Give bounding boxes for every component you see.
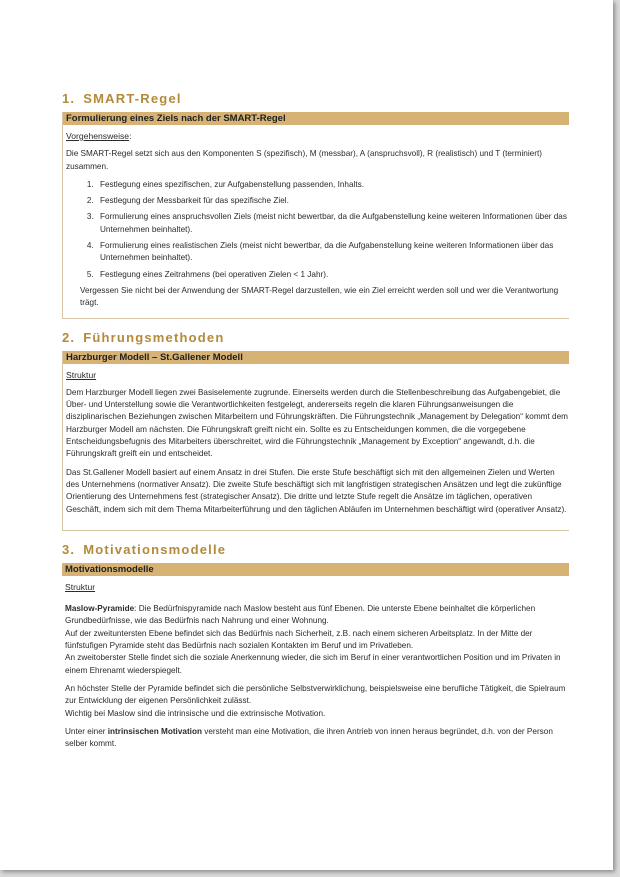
subheading: Struktur xyxy=(66,369,97,380)
section-title-fuehrung xyxy=(62,329,569,347)
text-run: versteht man eine Motivation, die ihren Antrieb von innen heraus begründet, d.h. von der Person selber kommt. xyxy=(65,726,553,749)
section-title-text: SMART-Regel xyxy=(83,91,182,106)
text-run: Auf der zweituntersten Ebene befindet sich das Bedürfnis nach Sicherheit, z.B. nach einem sicheren Arbeitsplatz. In der Mitte der fünfstufigen Pyramide steht das Bedürfnis nach sozialen Kontakten im Beruf und im Privatleben. xyxy=(65,628,533,651)
text-run: An zweitoberster Stelle findet sich die soziale Anerkennung wieder, die sich im Beruf in einer verantwortlichen Position und im Privaten in einem Ehrenamt wiederspiegelt. xyxy=(65,653,561,675)
subheading: Struktur xyxy=(65,581,96,592)
section-title-text: Führungsmethoden xyxy=(83,329,225,345)
text-run: Unter einer xyxy=(65,726,108,736)
subheading-colon: : xyxy=(129,131,132,141)
paragraph xyxy=(65,603,569,677)
paragraph: Die SMART-Regel setzt sich aus den Komponenten S (spezifisch), M (messbar), A (anspruchsvoll), R (realistisch) und T (terminiert) zusammen. xyxy=(66,149,542,171)
section-bar: Harzburger Modell – St.Gallener Modell xyxy=(63,351,569,364)
bold-term: intrinsischen Motivation xyxy=(107,726,202,736)
list-item: 4. Formulierung eines realistischen Ziels (meist nicht bewertbar, da die Aufgabenstellung keine weiteren Informationen über das Unternehmen beinhaltet). xyxy=(96,240,569,265)
smart-steps-list xyxy=(66,179,569,281)
section-title-smart xyxy=(62,90,569,108)
section-bar: Formulierung eines Ziels nach der SMART-Regel xyxy=(63,112,569,125)
section-box-fuehrung xyxy=(62,351,569,531)
list-item: 5. Festlegung eines Zeitrahmens (bei operativen Zielen < 1 Jahr). xyxy=(96,269,569,281)
section-title-motivation xyxy=(62,541,569,559)
paragraph: Das St.Gallener Modell basiert auf einem Ansatz in drei Stufen. Die erste Stufe beschäftigt sich mit den allgemeinen Zielen und Werten des Unternehmens (normativer Ansatz). Die zweite Stufe beschäftigt sich mit langfristigen strategischen Ansätzen und legt die zukünftige Orientierung des Unternehmens fest (strategischer Ansatz). Die dritte und letzte Stufe regelt die Ansätze im täglichen, operativen Geschäft, indem sich mit dem Thema Mitarbeiterführung und den täglichen Abläufen im Unternehmen beschäftigt wird (operativer Ansatz). xyxy=(66,467,567,514)
text-run: : Die Bedürfnispyramide nach Maslow besteht aus fünf Ebenen. Die unterste Ebene beinhaltet die körperlichen Grundbedürfnisse, wie das Bedürfnis nach Nahrung und einer Wohnung. xyxy=(65,604,536,626)
paragraph xyxy=(65,726,569,751)
section-number: 2. xyxy=(62,329,76,345)
section-number: 1. xyxy=(62,91,76,106)
page-content xyxy=(62,90,569,764)
list-item: 2. Festlegung der Messbarkeit für das spezifische Ziel. xyxy=(96,195,569,207)
section-bar: Motivationsmodelle xyxy=(62,563,569,576)
subheading-text: Vorgehensweise xyxy=(66,131,130,141)
paragraph xyxy=(65,683,569,720)
text-run: An höchster Stelle der Pyramide befindet sich die persönliche Selbstverwirklichung, beispielsweise eine berufliche Tätigkeit, die Spielraum zur Entwicklung der eigenen Persönlichkeit zulässt. xyxy=(65,683,566,706)
list-item: 1. Festlegung eines spezifischen, zur Aufgabenstellung passenden, Inhalts. xyxy=(96,179,569,191)
section-number: 3. xyxy=(62,541,76,557)
bold-term: Maslow-Pyramide xyxy=(65,604,135,614)
subheading xyxy=(66,130,569,142)
section-title-text: Motivationsmodelle xyxy=(83,541,227,557)
paragraph: Vergessen Sie nicht bei der Anwendung der SMART-Regel darzustellen, wie ein Ziel erreicht werden soll und wer die Verantwortung trägt. xyxy=(80,285,559,308)
list-item: 3. Formulierung eines anspruchsvollen Ziels (meist nicht bewertbar, da die Aufgabenstellung keine weiteren Informationen über das Unternehmen beinhaltet). xyxy=(96,211,569,236)
text-run: Wichtig bei Maslow sind die intrinsische und die extrinsische Motivation. xyxy=(65,708,326,718)
section-box-smart xyxy=(62,112,569,319)
section-box-motivation xyxy=(62,563,569,765)
paragraph: Dem Harzburger Modell liegen zwei Basiselemente zugrunde. Einerseits werden durch die Stellenbeschreibung das Aufgabengebiet, die Über- und Unterstellung sowie die Verantwortlichkeiten festgelegt, andererseits regeln die klaren Führungsanweisungen die disziplinarischen Beziehungen zwischen Mitarbeitern und Führungskräften. Die Führungstechnik „Management by Delegation“ kommt dem Harzburger Modell am nächsten. Die Führungskraft greift nicht ein. Sollte es zu Entscheidungen kommen, die die vorgegebene Entscheidungsbefugnis des Mitarbeiters überschreitet, wird die Führungstechnik „Management by Exception“ angewandt, d.h. die Führungskraft greift ein und entscheidet. xyxy=(66,387,568,459)
